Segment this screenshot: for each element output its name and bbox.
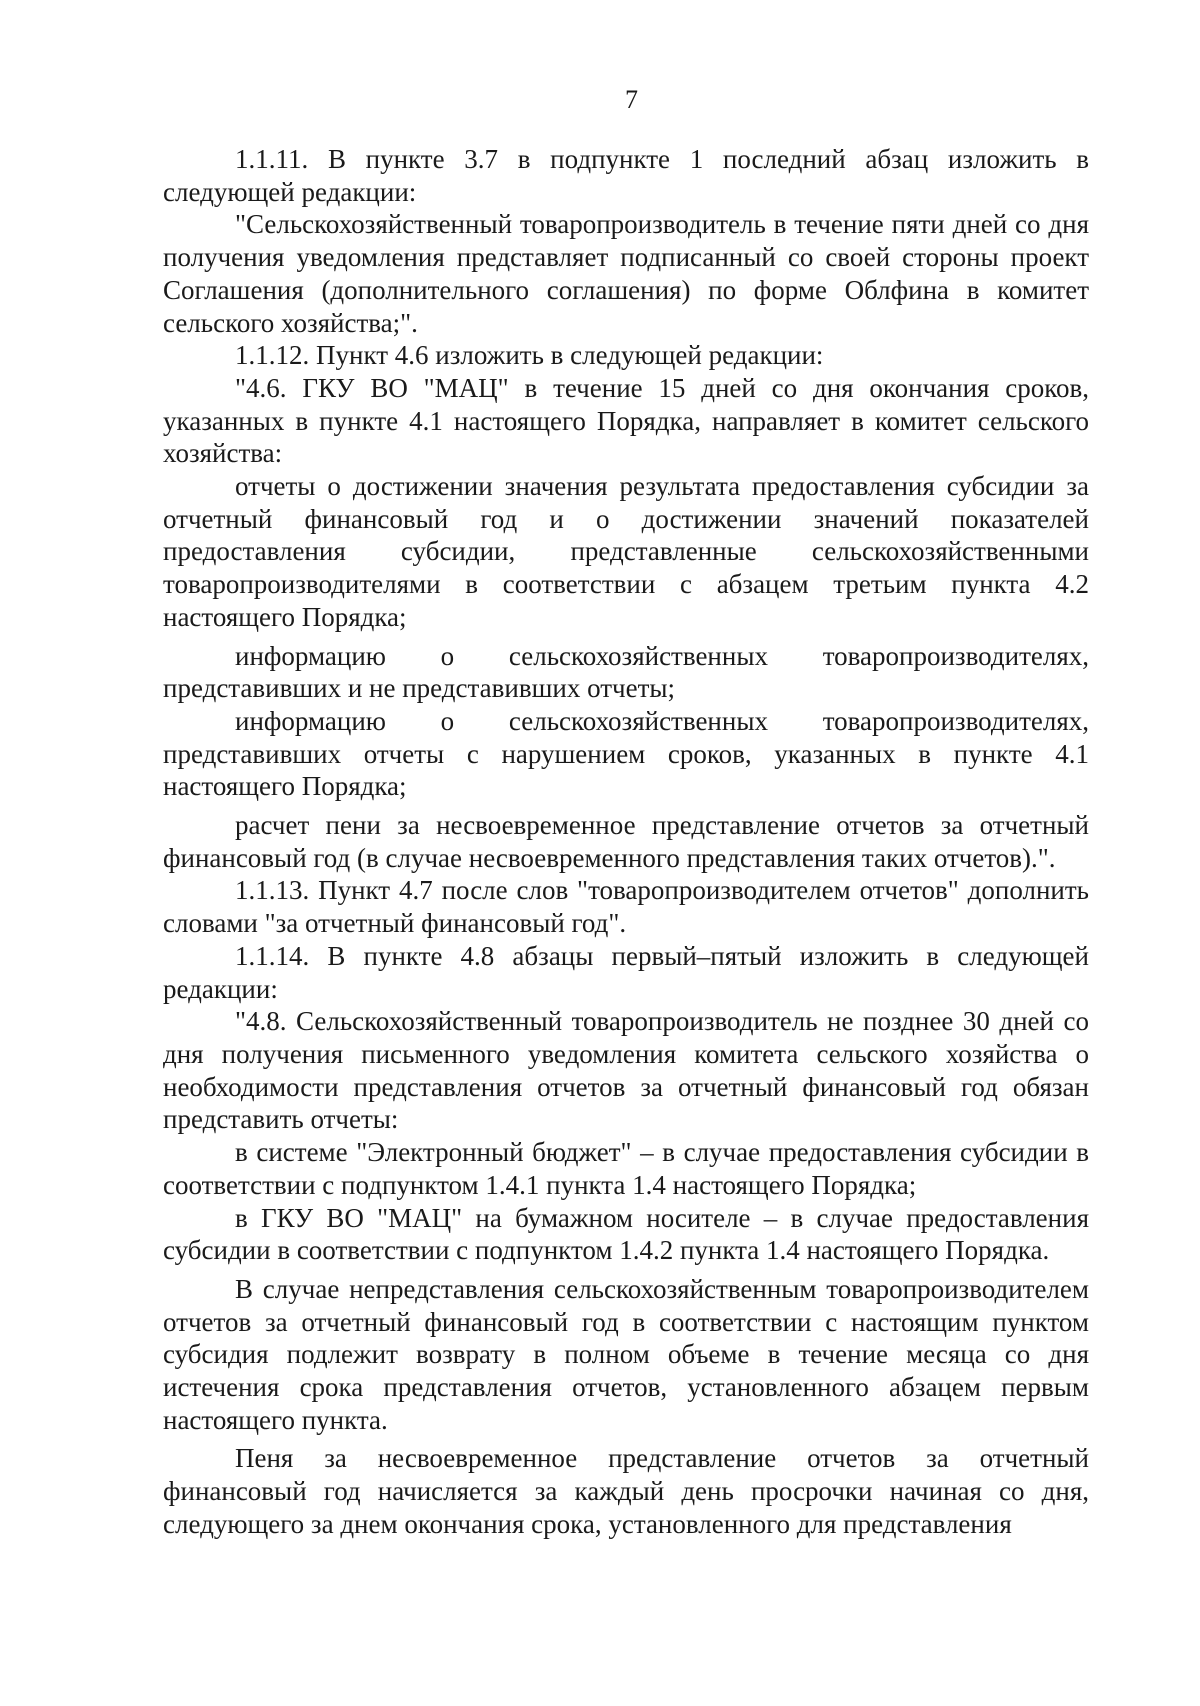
paragraph-1-1-12: 1.1.12. Пункт 4.6 изложить в следующей редакции: bbox=[235, 340, 824, 371]
paragraph-4-8: "4.8. Сельскохозяйственный товаропроизводитель не позднее 30 дней со дня получения письменного уведомления комитета сельского хозяйства о необходимости представления отчетов за отчетный финансовый год обязан представить отчеты: bbox=[163, 1006, 1089, 1135]
paragraph-paper-item: в ГКУ ВО "МАЦ" на бумажном носителе – в случае предоставления субсидии в соответствии с подпунктом 1.4.2 пункта 1.4 настоящего Порядка. bbox=[163, 1202, 1089, 1266]
document-body bbox=[163, 143, 1089, 1541]
paragraph-1-1-11: 1.1.11. В пункте 3.7 в подпункте 1 последний абзац изложить в следующей редакции: bbox=[163, 144, 1089, 207]
paragraph-quote-3-7: "Сельскохозяйственный товаропроизводитель в течение пяти дней со дня получения уведомления представляет подписанный со своей стороны проект Соглашения (дополнительного соглашения) по форме Облфина в комитет сельского хозяйства;". bbox=[163, 209, 1089, 338]
paragraph-reports-item: отчеты о достижении значения результата предоставления субсидии за отчетный финансовый год и о достижении значений показателей предоставления субсидии, представленные сельскохозяйственными товаропроизводителями в соответствии с абзацем третьим пункта 4.2 настоящего Порядка; bbox=[163, 471, 1089, 632]
paragraph-refund: В случае непредставления сельскохозяйственным товаропроизводителем отчетов за отчетный финансовый год в соответствии с настоящим пунктом субсидия подлежит возврату в полном объеме в течение месяца со дня истечения срока представления отчетов, установленного абзацем первым настоящего пункта. bbox=[163, 1273, 1089, 1435]
paragraph-info-item-2: информацию о сельскохозяйственных товаропроизводителях, представивших отчеты с нарушением сроков, указанных в пункте 4.1 настоящего Порядка; bbox=[163, 705, 1089, 802]
paragraph-1-1-13: 1.1.13. Пункт 4.7 после слов "товаропроизводителем отчетов" дополнить словами "за отчетный финансовый год". bbox=[163, 875, 1089, 939]
paragraph-penalty-calc-item: расчет пени за несвоевременное представление отчетов за отчетный финансовый год (в случае несвоевременного представления таких отчетов).". bbox=[163, 810, 1089, 873]
paragraph-electronic-budget-item: в системе "Электронный бюджет" – в случае предоставления субсидии в соответствии с подпунктом 1.4.1 пункта 1.4 настоящего Порядка; bbox=[163, 1137, 1089, 1200]
page-number: 7 bbox=[625, 85, 638, 114]
paragraph-4-6: "4.6. ГКУ ВО "МАЦ" в течение 15 дней со дня окончания сроков, указанных в пункте 4.1 настоящего Порядка, направляет в комитет сельского хозяйства: bbox=[163, 372, 1089, 469]
paragraph-1-1-14: 1.1.14. В пункте 4.8 абзацы первый–пятый изложить в следующей редакции: bbox=[163, 940, 1089, 1004]
paragraph-info-item-1: информацию о сельскохозяйственных товаропроизводителях, представивших и не представивших отчеты; bbox=[163, 640, 1089, 704]
paragraph-penalty-accrual: Пеня за несвоевременное представление отчетов за отчетный финансовый год начисляется за каждый день просрочки начиная со дня, следующего за днем окончания срока, установленного для представления bbox=[163, 1443, 1089, 1539]
